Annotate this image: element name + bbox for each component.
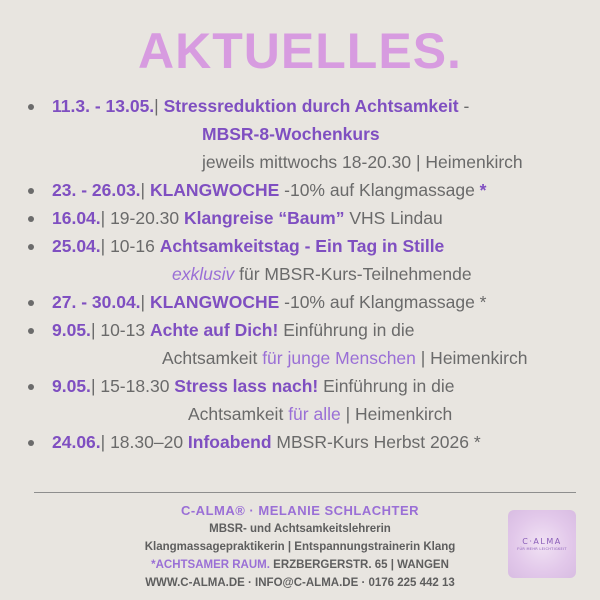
event-item [28,92,588,120]
event-item-continuation [28,148,588,176]
event-item [28,428,588,456]
event-item-continuation [28,120,588,148]
event-text: | Heimenkirch [415,348,528,368]
event-text: MBSR-Kurs Herbst 2026 * [271,432,481,452]
event-text: | 10-16 [100,236,160,256]
event-text: Klangreise “Baum” [184,208,345,228]
event-line [162,344,588,372]
event-text: -10% auf Klangmassage [279,180,480,200]
footer [100,498,500,592]
event-text: - [458,96,470,116]
event-text: für alle [288,404,341,424]
event-item [28,176,588,204]
event-line [52,176,588,204]
event-text: 25.04. [52,236,101,256]
bullet-icon [28,104,34,110]
event-text: exklusiv [172,264,235,284]
event-text: | 15-18.30 [90,376,175,396]
event-item-continuation [28,260,588,288]
event-text: | 18.30–20 [100,432,188,452]
event-text: Achte auf Dich! [149,320,279,340]
event-text: | [154,96,164,116]
event-text: Einführung in die [318,376,455,396]
event-text: für junge Menschen [262,348,416,368]
footer-contact: WWW.C-ALMA.DE · INFO@C-ALMA.DE · 0176 225 442 13 [145,577,455,589]
event-line [202,120,588,148]
c-alma-logo [508,510,576,578]
event-line [52,92,588,120]
event-text: MBSR-8-Wochenkurs [202,124,380,144]
event-text: 23. - 26.03. [52,180,141,200]
bullet-icon [28,300,34,306]
event-text: 16.04. [52,208,101,228]
footer-role-1: MBSR- und Achtsamkeitslehrerin [209,523,391,535]
events-list [28,92,588,456]
event-item-continuation [28,344,588,372]
bullet-icon [28,244,34,250]
event-line [52,316,588,344]
event-text: VHS Lindau [344,208,443,228]
event-item [28,316,588,344]
event-text: Achtsamkeitstag - Ein Tag in Stille [159,236,445,256]
footer-address [100,556,500,574]
event-line [52,204,588,232]
event-text: | [140,180,150,200]
event-text: für MBSR-Kurs-Teilnehmende [234,264,472,284]
bullet-icon [28,216,34,222]
event-item [28,372,588,400]
divider [34,492,576,493]
event-text: 9.05. [52,320,91,340]
bullet-icon [28,188,34,194]
event-item [28,288,588,316]
logo-tagline: FÜR MEHR LEICHTIGKEIT [517,547,567,551]
event-item-continuation [28,400,588,428]
event-text: * [479,180,487,200]
event-text: | 10-13 [90,320,150,340]
footer-name: C-ALMA® · MELANIE SCHLACHTER [180,503,420,518]
event-line [52,288,588,316]
event-text: | 19-20.30 [100,208,185,228]
event-text: 11.3. - 13.05. [52,96,155,116]
bullet-icon [28,328,34,334]
event-line [188,400,588,428]
event-text: KLANGWOCHE [149,292,280,312]
event-text: jeweils mittwochs 18-20.30 | Heimenkirch [202,152,523,172]
event-text: 27. - 30.04. [52,292,141,312]
event-text: | [140,292,150,312]
event-text: Stressreduktion durch Achtsamkeit [163,96,459,116]
bullet-icon [28,440,34,446]
event-text: Stress lass nach! [174,376,319,396]
event-line [52,428,588,456]
event-line [202,148,588,176]
footer-address-highlight: *ACHTSAMER RAUM. [151,559,270,571]
event-text: 24.06. [52,432,101,452]
event-item [28,204,588,232]
event-text: Einführung in die [278,320,415,340]
bullet-icon [28,384,34,390]
page-title: AKTUELLES. [138,23,462,79]
event-line [52,232,588,260]
event-text: | Heimenkirch [340,404,453,424]
event-text: Achtsamkeit [162,348,263,368]
event-text: -10% auf Klangmassage * [279,292,487,312]
event-text: KLANGWOCHE [149,180,280,200]
footer-address-rest: ERZBERGERSTR. 65 | WANGEN [269,559,449,571]
footer-role-2: Klangmassagepraktikerin | Entspannungstrainerin Klang [144,541,456,553]
event-text: Achtsamkeit [188,404,289,424]
event-item [28,232,588,260]
event-text: 9.05. [52,376,91,396]
event-text: Infoabend [187,432,272,452]
event-line [52,372,588,400]
logo-mark: C·ALMA [522,537,562,546]
event-line [172,260,588,288]
